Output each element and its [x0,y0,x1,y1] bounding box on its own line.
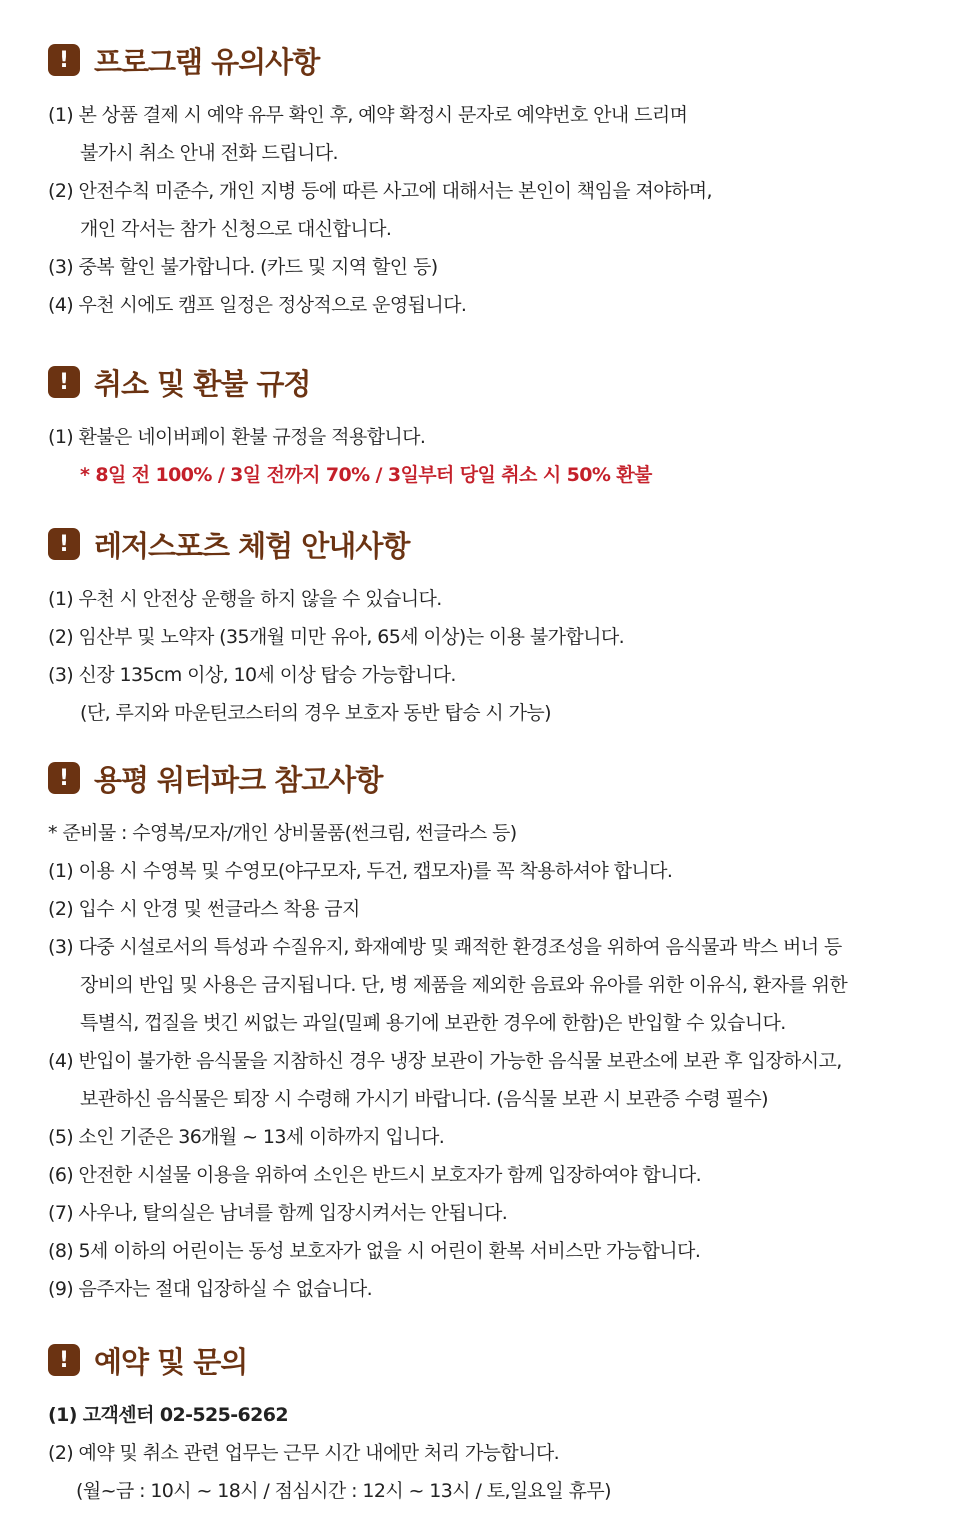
note-line: (2) 안전수칙 미준수, 개인 지병 등에 따른 사고에 대해서는 본인이 책임을 져야하며, [48,180,712,202]
section-title: 취소 및 환불 규정 [94,366,311,401]
section-heading [48,38,928,82]
note-line: 장비의 반입 및 사용은 금지됩니다. 단, 병 제품을 제외한 음료와 유아를 위한 이유식, 환자를 위한 [80,974,848,996]
section-heading [48,360,928,404]
section-leisure-sports [48,522,928,732]
exclamation-icon: ! [48,528,80,560]
section-heading [48,522,928,566]
exclamation-icon: ! [48,44,80,76]
business-hours: (월~금 : 10시 ~ 18시 / 점심시간 : 12시 ~ 13시 / 토,일요일 휴무) [76,1480,611,1502]
note-line: (4) 반입이 불가한 음식물을 지참하신 경우 냉장 보관이 가능한 음식물 보관소에 보관 후 입장하시고, [48,1050,842,1072]
note-line: 보관하신 음식물은 퇴장 시 수령해 가시기 바랍니다. (음식물 보관 시 보관증 수령 필수) [80,1088,768,1110]
section-title: 레저스포츠 체험 안내사항 [94,528,410,563]
note-line: (3) 신장 135cm 이상, 10세 이상 탑승 가능합니다. [48,664,456,686]
note-line: * 준비물 : 수영복/모자/개인 상비물품(썬크림, 썬글라스 등) [48,822,517,844]
note-line: (4) 우천 시에도 캠프 일정은 정상적으로 운영됩니다. [48,294,467,316]
section-title: 예약 및 문의 [94,1344,248,1379]
note-line: (5) 소인 기준은 36개월 ~ 13세 이하까지 입니다. [48,1126,445,1148]
note-line: 개인 각서는 참가 신청으로 대신합니다. [80,218,392,240]
section-program-notes [48,38,928,324]
note-line: (1) 이용 시 수영복 및 수영모(야구모자, 두건, 캡모자)를 꼭 착용하셔야 합니다. [48,860,673,882]
section-title: 용평 워터파크 참고사항 [94,762,383,797]
note-line: (3) 중복 할인 불가합니다. (카드 및 지역 할인 등) [48,256,438,278]
note-line: (단, 루지와 마운틴코스터의 경우 보호자 동반 탑승 시 가능) [80,702,551,724]
exclamation-icon: ! [48,762,80,794]
section-heading [48,1338,928,1382]
section-reservation-inquiry [48,1338,928,1510]
note-line: (8) 5세 이하의 어린이는 동성 보호자가 없을 시 어린이 환복 서비스만 가능합니다. [48,1240,701,1262]
section-title: 프로그램 유의사항 [94,44,320,79]
note-line: (2) 예약 및 취소 관련 업무는 근무 시간 내에만 처리 가능합니다. [48,1442,560,1464]
section-waterpark [48,756,928,1308]
note-line: (1) 우천 시 안전상 운행을 하지 않을 수 있습니다. [48,588,442,610]
exclamation-icon: ! [48,366,80,398]
note-line: (6) 안전한 시설물 이용을 위하여 소인은 반드시 보호자가 함께 입장하여야 합니다. [48,1164,702,1186]
note-line: (3) 다중 시설로서의 특성과 수질유지, 화재예방 및 쾌적한 환경조성을 위하여 음식물과 박스 버너 등 [48,936,842,958]
note-line: (1) 환불은 네이버페이 환불 규정을 적용합니다. [48,426,426,448]
note-line: (2) 입수 시 안경 및 썬글라스 착용 금지 [48,898,360,920]
note-line: 불가시 취소 안내 전화 드립니다. [80,142,339,164]
section-refund-policy [48,360,928,494]
note-line: (9) 음주자는 절대 입장하실 수 없습니다. [48,1278,373,1300]
customer-center-phone: (1) 고객센터 02-525-6262 [48,1404,288,1426]
note-line: (2) 임산부 및 노약자 (35개월 미만 유아, 65세 이상)는 이용 불가합니다. [48,626,625,648]
note-line: 특별식, 껍질을 벗긴 씨없는 과일(밀폐 용기에 보관한 경우에 한함)은 반입할 수 있습니다. [80,1012,786,1034]
section-heading [48,756,928,800]
refund-rate-line: * 8일 전 100% / 3일 전까지 70% / 3일부터 당일 취소 시 50% 환불 [80,464,652,486]
note-line: (7) 사우나, 탈의실은 남녀를 함께 입장시켜서는 안됩니다. [48,1202,508,1224]
exclamation-icon: ! [48,1344,80,1376]
note-line: (1) 본 상품 결제 시 예약 유무 확인 후, 예약 확정시 문자로 예약번호 안내 드리며 [48,104,688,126]
